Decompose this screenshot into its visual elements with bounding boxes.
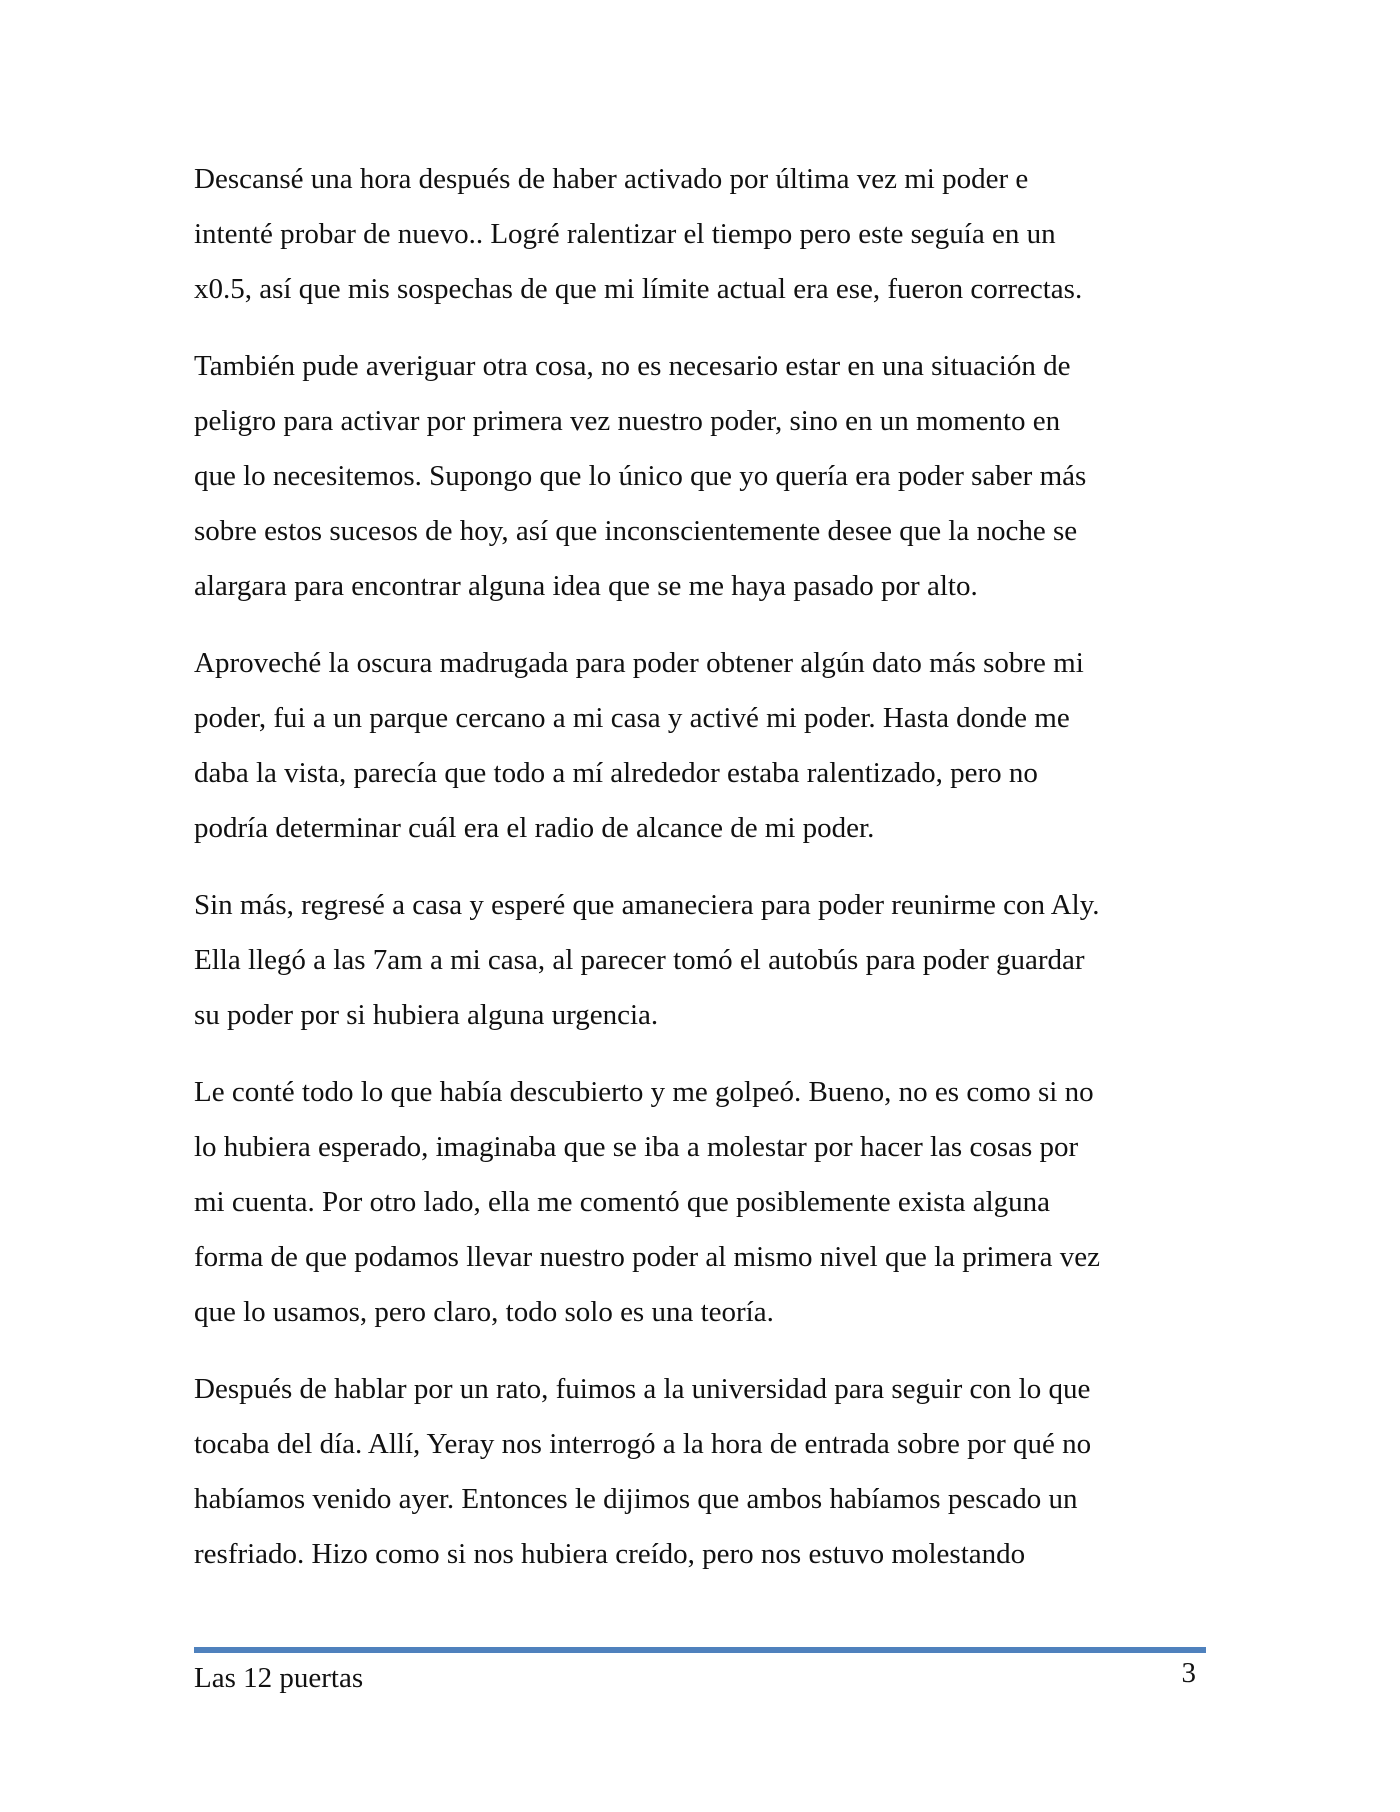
text-line: que lo necesitemos. Supongo que lo único que yo quería era poder saber más bbox=[194, 460, 1087, 492]
footer-rule bbox=[194, 1647, 1206, 1653]
text-line: alargara para encontrar alguna idea que se me haya pasado por alto. bbox=[194, 570, 978, 602]
text-line: podría determinar cuál era el radio de alcance de mi poder. bbox=[194, 812, 875, 844]
text-line: peligro para activar por primera vez nuestro poder, sino en un momento en bbox=[194, 405, 1061, 437]
text-line: su poder por si hubiera alguna urgencia. bbox=[194, 999, 659, 1031]
text-line: Aproveché la oscura madrugada para poder obtener algún dato más sobre mi bbox=[194, 647, 1084, 679]
text-line: intenté probar de nuevo.. Logré ralentizar el tiempo pero este seguía en un bbox=[194, 218, 1056, 250]
paragraph-5 bbox=[194, 1065, 1214, 1340]
text-line: resfriado. Hizo como si nos hubiera creído, pero nos estuvo molestando bbox=[194, 1538, 1026, 1570]
text-line: x0.5, así que mis sospechas de que mi límite actual era ese, fueron correctas. bbox=[194, 273, 1083, 305]
text-line: Sin más, regresé a casa y esperé que amaneciera para poder reunirme con Aly. bbox=[194, 889, 1100, 921]
text-line: Después de hablar por un rato, fuimos a la universidad para seguir con lo que bbox=[194, 1373, 1091, 1405]
text-line: sobre estos sucesos de hoy, así que inconscientemente desee que la noche se bbox=[194, 515, 1078, 547]
text-line: tocaba del día. Allí, Yeray nos interrogó a la hora de entrada sobre por qué no bbox=[194, 1428, 1092, 1460]
paragraph-3 bbox=[194, 636, 1214, 856]
paragraph-1 bbox=[194, 152, 1214, 317]
paragraph-4 bbox=[194, 878, 1214, 1043]
paragraph-6 bbox=[194, 1362, 1214, 1582]
text-line: poder, fui a un parque cercano a mi casa y activé mi poder. Hasta donde me bbox=[194, 702, 1070, 734]
text-line: Descansé una hora después de haber activado por última vez mi poder e bbox=[194, 163, 1029, 195]
text-line: Le conté todo lo que había descubierto y me golpeó. Bueno, no es como si no bbox=[194, 1076, 1094, 1108]
text-line: lo hubiera esperado, imaginaba que se iba a molestar por hacer las cosas por bbox=[194, 1131, 1079, 1163]
text-line: forma de que podamos llevar nuestro poder al mismo nivel que la primera vez bbox=[194, 1241, 1100, 1273]
text-line: habíamos venido ayer. Entonces le dijimos que ambos habíamos pescado un bbox=[194, 1483, 1078, 1515]
text-line: que lo usamos, pero claro, todo solo es una teoría. bbox=[194, 1296, 774, 1328]
page-number: 3 bbox=[1181, 1657, 1196, 1689]
text-line: Ella llegó a las 7am a mi casa, al parecer tomó el autobús para poder guardar bbox=[194, 944, 1085, 976]
paragraph-2 bbox=[194, 339, 1214, 614]
text-line: mi cuenta. Por otro lado, ella me comentó que posiblemente exista alguna bbox=[194, 1186, 1051, 1218]
footer-book-title: Las 12 puertas bbox=[194, 1662, 364, 1694]
text-line: También pude averiguar otra cosa, no es necesario estar en una situación de bbox=[194, 350, 1071, 382]
body-text bbox=[194, 152, 1214, 1582]
text-line: daba la vista, parecía que todo a mí alrededor estaba ralentizado, pero no bbox=[194, 757, 1038, 789]
